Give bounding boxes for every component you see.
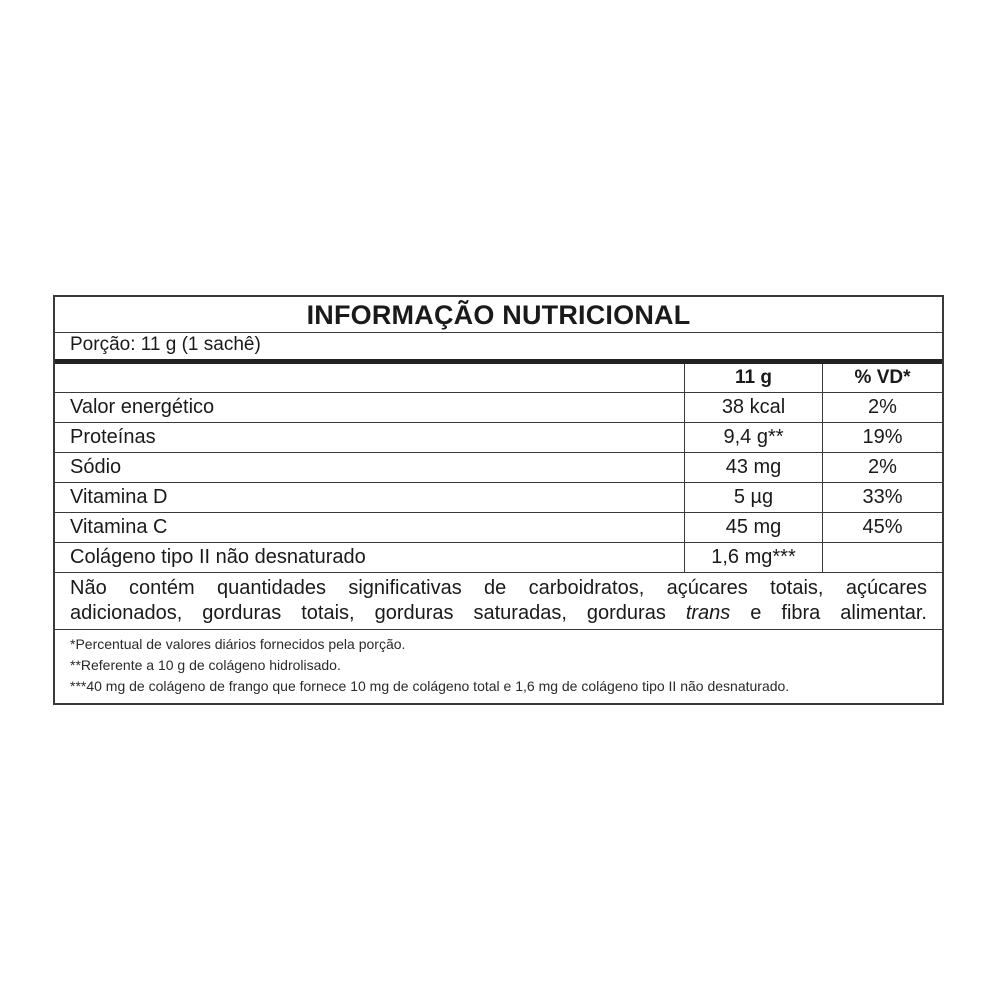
nutrition-table <box>55 364 942 573</box>
footnote-3: ***40 mg de colágeno de frango que fornece 10 mg de colágeno total e 1,6 mg de colágeno tipo II não desnaturado. <box>70 678 790 694</box>
table-row <box>55 483 942 513</box>
insignificant-amounts-note <box>55 573 942 630</box>
table-header-row <box>55 364 942 393</box>
nutrient-name: Colágeno tipo II não desnaturado <box>55 543 685 573</box>
nutrient-daily-value <box>823 543 943 573</box>
label-title: INFORMAÇÃO NUTRICIONAL <box>55 297 942 333</box>
nutrient-amount: 9,4 g** <box>685 423 823 453</box>
nutrient-daily-value: 33% <box>823 483 943 513</box>
nutrient-amount: 43 mg <box>685 453 823 483</box>
note-line-1: Não contém quantidades significativas de carboidratos, açúcares totais, açúcares <box>70 577 927 599</box>
nutrient-amount: 1,6 mg*** <box>685 543 823 573</box>
footnote-2: **Referente a 10 g de colágeno hidrolisado. <box>70 657 341 673</box>
nutrient-daily-value: 2% <box>823 393 943 423</box>
nutrient-name: Valor energético <box>55 393 685 423</box>
note-italic-trans: trans <box>685 602 731 624</box>
table-row <box>55 453 942 483</box>
nutrition-facts-label <box>53 295 944 705</box>
footnotes <box>55 630 942 697</box>
nutrient-daily-value: 45% <box>823 513 943 543</box>
nutrient-name: Sódio <box>55 453 685 483</box>
table-row <box>55 513 942 543</box>
nutrient-amount: 5 µg <box>685 483 823 513</box>
nutrient-daily-value: 2% <box>823 453 943 483</box>
note-line-2-start: adicionados, gorduras totais, gorduras saturadas, gorduras <box>70 602 686 624</box>
portion-size: Porção: 11 g (1 sachê) <box>55 333 942 364</box>
nutrient-amount: 38 kcal <box>685 393 823 423</box>
footnote-1: *Percentual de valores diários fornecidos pela porção. <box>70 636 406 652</box>
note-line-2-end: e fibra alimentar. <box>730 602 927 624</box>
table-row <box>55 543 942 573</box>
table-row <box>55 393 942 423</box>
header-nutrient <box>55 364 685 393</box>
note-line-2 <box>70 601 927 626</box>
nutrient-name: Vitamina C <box>55 513 685 543</box>
nutrient-name: Proteínas <box>55 423 685 453</box>
nutrient-name: Vitamina D <box>55 483 685 513</box>
header-amount: 11 g <box>685 364 823 393</box>
table-row <box>55 423 942 453</box>
header-daily-value: % VD* <box>823 364 943 393</box>
nutrient-amount: 45 mg <box>685 513 823 543</box>
nutrient-daily-value: 19% <box>823 423 943 453</box>
